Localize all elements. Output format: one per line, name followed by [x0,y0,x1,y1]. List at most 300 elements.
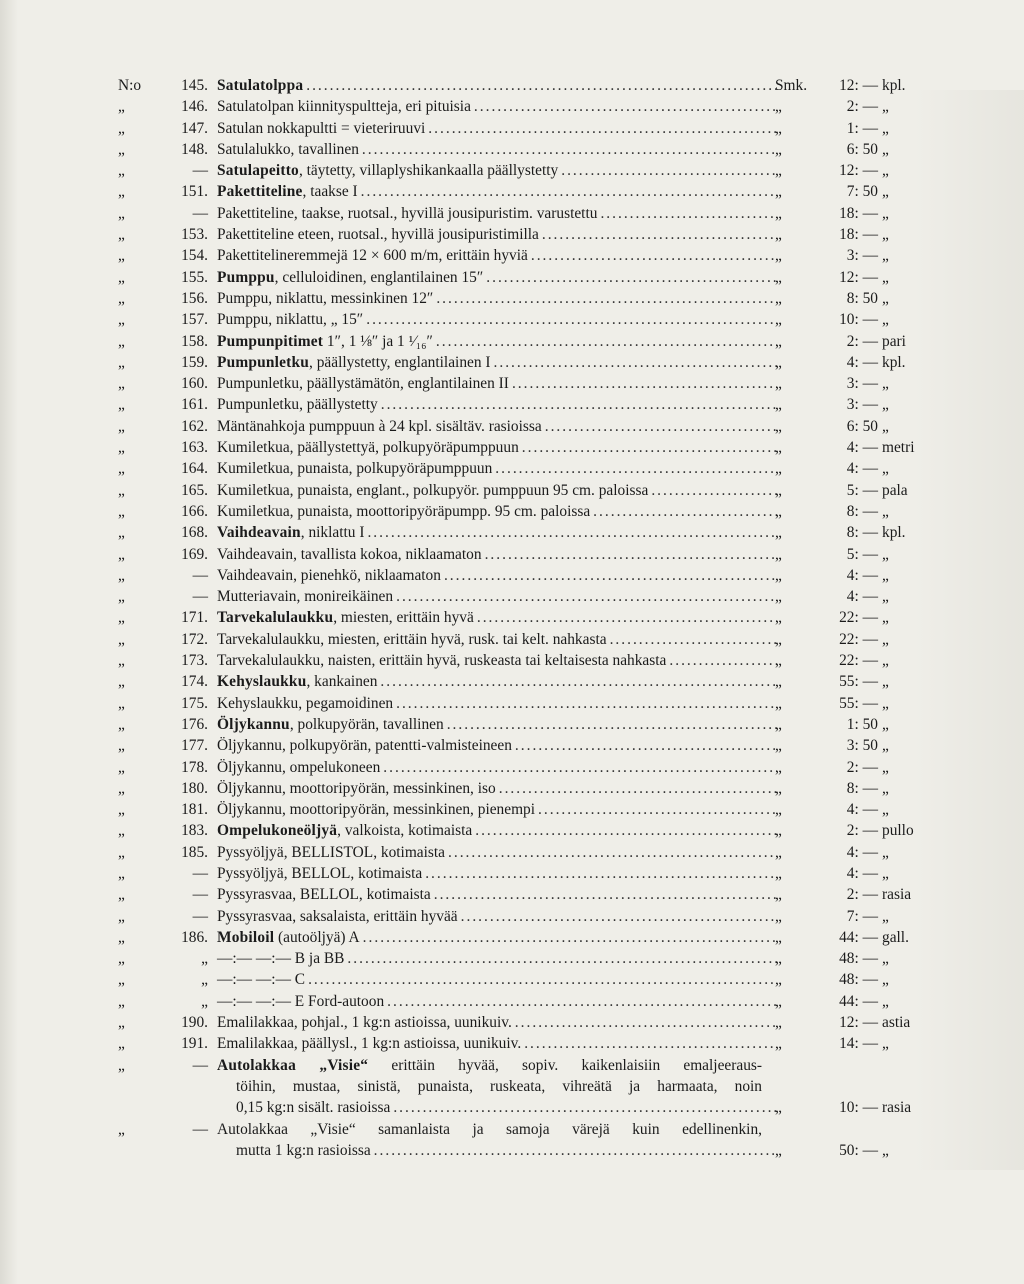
price: 8: 50 [846,289,878,307]
row-prefix: „ [118,481,125,499]
unit: kpl. [882,524,906,542]
item-description [217,714,777,735]
item-number: 190. [181,1014,208,1032]
price: 12: — [839,77,878,94]
item-description [217,245,777,266]
dot-leader [428,118,777,139]
dot-leader [367,522,777,543]
item-detail: Tarvekalulaukku, naisten, erittäin hyvä, ruskeasta tai keltaisesta nahkasta [217,652,667,670]
item-description-text [217,203,597,224]
item-number: 173. [181,652,208,670]
price-list [0,75,1024,1161]
currency-mark: „ [775,481,782,499]
item-description [217,373,777,394]
price: 10: — [839,311,878,329]
unit: „ [882,992,889,1010]
row-prefix: „ [118,566,125,584]
item-description [217,863,777,884]
price: 6: 50 [846,417,878,435]
item-detail: Tarvekalulaukku, miesten, erittäin hyvä, rusk. tai kelt. nahkasta [217,630,607,648]
item-description [217,75,777,96]
currency-mark: „ [775,289,782,307]
item-description [217,224,777,245]
item-description-text [217,778,496,799]
row-prefix: „ [118,737,125,755]
price: 1: 50 [846,715,878,733]
catalog-row [0,969,1024,990]
currency-mark: „ [775,1014,782,1032]
item-description-text [217,267,483,288]
item-number: 168. [181,524,208,542]
item-number: 160. [181,375,208,393]
currency-mark: „ [775,822,782,840]
item-number: 163. [181,439,208,457]
item-number: „ [201,992,208,1010]
dot-leader [366,309,777,330]
unit: „ [882,971,889,989]
unit: „ [882,950,889,968]
row-prefix: „ [118,1120,125,1138]
item-description [217,96,777,117]
item-detail: Kumiletkua, punaista, moottoripyöräpumpp. 95 cm. paloissa [217,502,591,520]
currency-mark: „ [775,801,782,819]
unit: „ [882,1141,889,1159]
price: 44: — [839,928,878,946]
catalog-row [0,309,1024,330]
item-description-text [217,373,509,394]
dot-leader [447,714,777,735]
item-number: 166. [181,502,208,520]
item-description-text [217,1012,512,1033]
item-detail: Mutteriavain, monireikäinen [217,588,394,606]
item-description-text [217,160,558,181]
item-detail: , päällystetty, englantilainen I [309,353,491,371]
item-detail: , celluloidinen, englantilainen 15″ [274,268,484,286]
dot-leader [477,607,777,628]
unit: astia [882,1014,911,1032]
unit: „ [882,545,889,563]
item-detail: —:— —:— E Ford-autoon [217,992,385,1010]
item-description-text [217,650,666,671]
row-prefix: „ [118,1035,125,1053]
currency-mark: „ [775,779,782,797]
price: 1: — [846,119,878,137]
price: 4: — [846,864,878,882]
row-prefix: N:o [118,77,142,94]
catalog-row [0,586,1024,607]
currency-mark: „ [775,396,782,414]
item-name-bold: Tarvekalulaukku [217,609,334,627]
catalog-row [0,501,1024,522]
item-description-text [217,629,607,650]
item-description-text [217,1055,762,1076]
price: 8: — [846,502,878,520]
item-detail: Satulalukko, tavallinen [217,140,359,158]
currency-mark: „ [775,545,782,563]
price: 3: — [846,396,878,414]
row-prefix: „ [118,247,125,265]
catalog-row [0,139,1024,160]
dot-leader [461,906,777,927]
dot-leader [425,863,777,884]
row-prefix: „ [118,140,125,158]
unit: „ [882,98,889,116]
unit: „ [882,864,889,882]
currency-mark: „ [775,588,782,606]
item-description [217,160,777,181]
catalog-row [0,842,1024,863]
item-detail: Pyssyöljyä, BELLISTOL, kotimaista [217,843,446,861]
item-number: — [192,566,208,584]
item-description [217,607,777,628]
row-prefix: „ [118,396,125,414]
item-number: 147. [181,119,208,137]
item-number: 158. [181,332,208,350]
item-number: 191. [181,1035,208,1053]
row-prefix: „ [118,992,125,1010]
price: 12: — [839,1014,878,1032]
catalog-row [0,1140,1024,1161]
item-description-text [217,969,305,990]
catalog-row [0,331,1024,352]
currency-mark: „ [775,140,782,158]
item-detail: Autolakkaa „Visie“ samanlaista ja samoja värejä kuin edellinenkin, [217,1120,762,1138]
item-description-text [217,671,377,692]
item-description [217,778,777,799]
price: 2: — [846,98,878,116]
item-number: — [192,1120,208,1138]
item-number: 148. [181,140,208,158]
unit: gall. [882,928,909,946]
unit: „ [882,715,889,733]
catalog-row [0,799,1024,820]
row-prefix: „ [118,162,125,180]
currency-mark: „ [775,524,782,542]
unit: „ [882,673,889,691]
item-description [217,203,777,224]
dot-leader [593,501,777,522]
item-detail: , täytetty, villaplyshikankaalla päällystetty [298,162,559,180]
currency-mark: „ [775,950,782,968]
item-number: 181. [181,801,208,819]
item-detail: —:— —:— B ja BB [217,950,345,968]
unit: „ [882,630,889,648]
item-number: 169. [181,545,208,563]
item-detail: Satulatolpan kiinnityspultteja, eri pituisia [217,98,471,116]
currency-mark: Smk. [775,77,808,94]
catalog-row [0,394,1024,415]
catalog-row [0,948,1024,969]
item-number: 146. [181,98,208,116]
item-detail: Öljykannu, polkupyörän, patentti-valmisteineen [217,737,512,755]
item-number: 155. [181,268,208,286]
item-description [217,948,777,969]
item-description-text [217,1033,521,1054]
catalog-row [0,75,1024,96]
item-description-text [217,565,441,586]
catalog-row [0,671,1024,692]
item-detail: Pyssyrasvaa, BELLOL, kotimaista [217,886,431,904]
catalog-row [0,1033,1024,1054]
unit: pari [882,332,906,350]
item-description [217,927,777,948]
item-detail: Vaihdeavain, tavallista kokoa, niklaamaton [217,545,482,563]
row-prefix: „ [118,801,125,819]
unit: „ [882,162,889,180]
item-description [217,693,777,714]
price: 18: — [839,226,878,244]
currency-mark: „ [775,204,782,222]
unit: kpl. [882,353,906,371]
dot-leader [347,948,777,969]
item-description [217,586,777,607]
item-detail: Pyssyrasvaa, saksalaista, erittäin hyvää [217,907,458,925]
item-number: 185. [181,843,208,861]
item-description [217,352,777,373]
item-description-text [217,224,539,245]
dot-leader [374,1140,777,1161]
item-detail: 1″, 1 ⅛″ ja 1 ¹⁄₁₆″ [323,332,433,350]
catalog-row [0,1076,1024,1097]
currency-mark: „ [775,332,782,350]
price: 4: — [846,353,878,371]
item-name-bold: Satulapeitto [217,162,299,180]
price: 12: — [839,162,878,180]
item-description-text [217,331,433,352]
item-description-text [217,799,535,820]
currency-mark: „ [775,992,782,1010]
item-detail: erittäin hyvää, sopiv. kaikenlaisiin emaljeeraus- [368,1056,762,1074]
row-prefix: „ [118,119,125,137]
item-number: „ [201,950,208,968]
item-description-text [217,139,359,160]
currency-mark: „ [775,417,782,435]
currency-mark: „ [775,311,782,329]
item-detail: Pumpunletku, päällystämätön, englantilainen II [217,375,509,393]
dot-leader [436,288,777,309]
price: 4: — [846,843,878,861]
item-description-text [217,75,303,96]
item-description [217,820,777,841]
item-number: 161. [181,396,208,414]
unit: „ [882,289,889,307]
row-prefix: „ [118,289,125,307]
currency-mark: „ [775,502,782,520]
price: 2: — [846,758,878,776]
catalog-row [0,160,1024,181]
catalog-row [0,1097,1024,1118]
item-number: 156. [181,289,208,307]
dot-leader [542,224,777,245]
currency-mark: „ [775,1035,782,1053]
row-prefix: „ [118,715,125,733]
dot-leader [538,799,777,820]
currency-mark: „ [775,715,782,733]
item-detail: (autoöljyä) A [274,928,360,946]
price: 18: — [839,204,878,222]
row-prefix: „ [118,652,125,670]
price: 3: 50 [846,737,878,755]
row-prefix: „ [118,98,125,116]
item-description-text [217,948,344,969]
unit: „ [882,758,889,776]
row-prefix: „ [118,524,125,542]
item-description [217,757,777,778]
item-description [217,884,777,905]
unit: „ [882,375,889,393]
item-description [217,181,777,202]
item-description-text [217,927,360,948]
item-detail: mutta 1 kg:n rasioissa [236,1141,371,1159]
item-description-text [217,458,492,479]
unit: „ [882,737,889,755]
price: 10: — [839,1099,878,1117]
row-prefix: „ [118,417,125,435]
item-detail: Pumppu, niklattu, „ 15″ [217,311,364,329]
unit: „ [882,502,889,520]
item-description-text [217,437,519,458]
item-description-text [217,714,444,735]
price: 4: — [846,460,878,478]
row-prefix: „ [118,545,125,563]
row-prefix: „ [118,822,125,840]
row-prefix: „ [118,673,125,691]
item-description-text [217,501,590,522]
price: 7: 50 [846,183,878,201]
row-prefix: „ [118,907,125,925]
item-number: 159. [181,353,208,371]
catalog-row [0,1119,1024,1140]
unit: „ [882,226,889,244]
item-description [217,416,777,437]
item-name-bold: Vaihdeavain [217,524,301,542]
item-description [217,1012,777,1033]
item-detail: , valkoista, kotimaista [337,822,473,840]
item-description-text [217,309,363,330]
item-number: — [192,1056,208,1074]
item-description-text [217,181,358,202]
currency-mark: „ [775,1099,782,1117]
item-number: 145. [181,77,208,94]
item-number: 165. [181,481,208,499]
unit: „ [882,609,889,627]
catalog-row [0,991,1024,1012]
catalog-row [0,480,1024,501]
row-prefix: „ [118,886,125,904]
price: 5: — [846,481,878,499]
currency-mark: „ [775,353,782,371]
item-description-text [217,394,378,415]
price: 14: — [839,1035,878,1053]
item-number: — [192,162,208,180]
price: 4: — [846,801,878,819]
unit: metri [882,439,915,457]
price: 12: — [839,268,878,286]
unit: „ [882,204,889,222]
currency-mark: „ [775,886,782,904]
item-detail: , kankainen [306,673,378,691]
item-description [217,1033,777,1054]
item-description [217,394,777,415]
dot-leader [393,1097,777,1118]
item-number: — [192,907,208,925]
currency-mark: „ [775,268,782,286]
dot-leader [396,693,777,714]
currency-mark: „ [775,183,782,201]
row-prefix: „ [118,779,125,797]
row-prefix: „ [118,204,125,222]
item-detail: Kumiletkua, punaista, englant., polkupyör. pumppuun 95 cm. paloissa [217,481,649,499]
catalog-row [0,416,1024,437]
dot-leader [545,416,777,437]
dot-leader [494,352,777,373]
catalog-row [0,96,1024,117]
item-description-text [217,991,384,1012]
item-number: 162. [181,417,208,435]
unit: „ [882,652,889,670]
row-prefix: „ [118,268,125,286]
catalog-row [0,884,1024,905]
currency-mark: „ [775,673,782,691]
row-prefix: „ [118,439,125,457]
row-prefix: „ [118,588,125,606]
dot-leader [361,181,777,202]
price: 8: — [846,524,878,542]
item-number: 153. [181,226,208,244]
dot-leader [561,160,777,181]
item-number: 175. [181,694,208,712]
dot-leader [474,96,777,117]
item-number: 183. [181,822,208,840]
unit: „ [882,1035,889,1053]
item-name-bold: Pakettiteline [217,183,303,201]
catalog-row [0,714,1024,735]
item-detail: Emalilakkaa, pohjal., 1 kg:n astioissa, uunikuiv. [217,1014,512,1032]
item-number: 176. [181,715,208,733]
item-description-text [217,522,364,543]
unit: rasia [882,1099,912,1117]
row-prefix: „ [118,971,125,989]
unit: „ [882,779,889,797]
unit: „ [882,140,889,158]
dot-leader [531,245,777,266]
row-prefix: „ [118,375,125,393]
item-description [217,799,777,820]
item-number: 154. [181,247,208,265]
dot-leader [434,884,777,905]
row-prefix: „ [118,1014,125,1032]
item-description-text [217,118,425,139]
dot-leader [380,671,777,692]
unit: „ [882,417,889,435]
currency-mark: „ [775,460,782,478]
unit: pullo [882,822,914,840]
price: 8: — [846,779,878,797]
row-prefix: „ [118,609,125,627]
unit: „ [882,694,889,712]
catalog-row [0,224,1024,245]
item-description [217,1055,777,1076]
currency-mark: „ [775,162,782,180]
currency-mark: „ [775,226,782,244]
price: 3: — [846,375,878,393]
currency-mark: „ [775,439,782,457]
item-description-text [217,480,648,501]
item-number: — [192,886,208,904]
item-description-text [217,842,445,863]
currency-mark: „ [775,652,782,670]
item-description [217,629,777,650]
